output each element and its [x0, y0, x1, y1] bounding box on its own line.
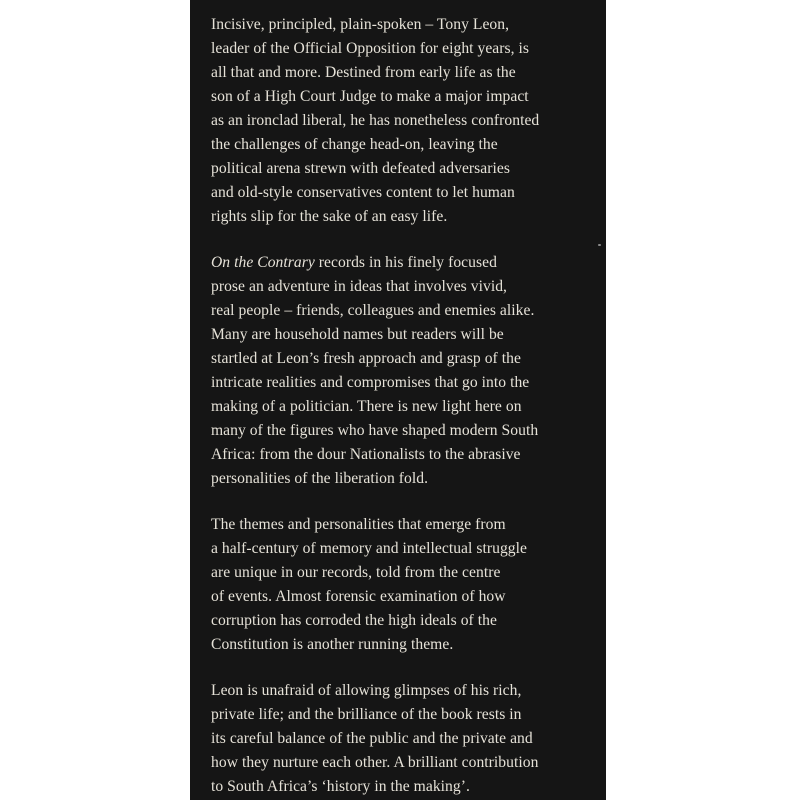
text-line: many of the figures who have shaped modern South — [211, 422, 539, 439]
paragraph-private-life — [211, 679, 606, 799]
text-line: startled at Leon’s fresh approach and grasp of the — [211, 350, 521, 367]
text-line: corruption has corroded the high ideals of the — [211, 612, 497, 629]
paragraph-on-the-contrary — [211, 251, 606, 491]
text-line: intricate realities and compromises that go into the — [211, 374, 530, 391]
text-line: Leon is unafraid of allowing glimpses of his rich, — [211, 682, 522, 699]
text-line: prose an adventure in ideas that involves vivid, — [211, 278, 508, 295]
text-line: Constitution is another running theme. — [211, 636, 454, 653]
text-line: political arena strewn with defeated adversaries — [211, 160, 510, 177]
text-line: all that and more. Destined from early life as the — [211, 64, 516, 81]
text-line: real people – friends, colleagues and enemies alike. — [211, 302, 535, 319]
text-line: to South Africa’s ‘history in the making’. — [211, 778, 470, 795]
text-line: Many are household names but readers will be — [211, 326, 504, 343]
text-line: The themes and personalities that emerge from — [211, 516, 506, 533]
text-line: and old-style conservatives content to let human — [211, 184, 515, 201]
text-line: Incisive, principled, plain-spoken – Tony Leon, — [211, 16, 510, 33]
paragraph-intro — [211, 13, 606, 229]
text-line: making of a politician. There is new light here on — [211, 398, 522, 415]
text-line: as an ironclad liberal, he has nonetheless confronted — [211, 112, 540, 129]
text-line: its careful balance of the public and the private and — [211, 730, 533, 747]
text-line: a half-century of memory and intellectual struggle — [211, 540, 527, 557]
text-line: son of a High Court Judge to make a major impact — [211, 88, 529, 105]
paragraph-themes — [211, 513, 606, 657]
text-line: how they nurture each other. A brilliant contribution — [211, 754, 539, 771]
text-line: Africa: from the dour Nationalists to the abrasive — [211, 446, 521, 463]
scan-speck — [598, 244, 601, 246]
text-fragment: records in his finely focused — [314, 254, 497, 271]
text-line: are unique in our records, told from the centre — [211, 564, 501, 581]
book-title: On the Contrary — [211, 254, 315, 271]
text-line: leader of the Official Opposition for eight years, is — [211, 40, 530, 57]
text-line: of events. Almost forensic examination of how — [211, 588, 506, 605]
text-line — [211, 251, 606, 275]
text-line: private life; and the brilliance of the book rests in — [211, 706, 522, 723]
text-line: rights slip for the sake of an easy life. — [211, 208, 448, 225]
text-line: personalities of the liberation fold. — [211, 470, 429, 487]
text-line: the challenges of change head-on, leaving the — [211, 136, 498, 153]
book-flap-panel — [190, 0, 606, 800]
